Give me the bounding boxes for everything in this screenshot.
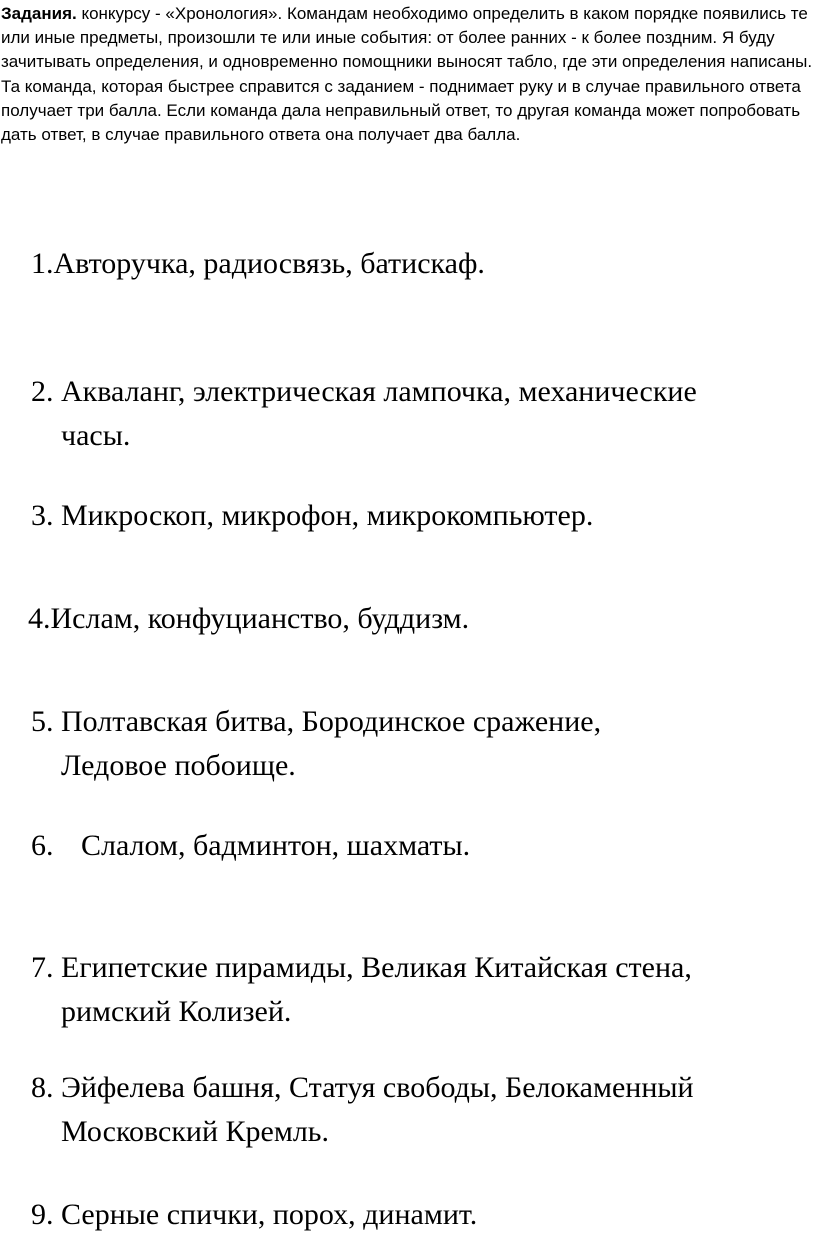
item-text: Ислам, конфуцианство, буддизм. — [50, 602, 470, 635]
item-number: 8. — [31, 1071, 54, 1104]
item-text-continued: Московский Кремль. — [61, 1115, 329, 1148]
item-number: 3. — [31, 499, 54, 532]
item-number: 1. — [31, 247, 54, 280]
intro-lead: Задания. — [1, 4, 77, 23]
item-text: Слалом, бадминтон, шахматы. — [81, 829, 471, 862]
item-number: 2. — [31, 375, 54, 408]
item-text: Египетские пирамиды, Великая Китайская стена, — [61, 951, 692, 984]
list-item-5 — [31, 700, 601, 788]
item-text: Микроскоп, микрофон, микрокомпьютер. — [61, 499, 594, 532]
item-text: Серные спички, порох, динамит. — [61, 1198, 478, 1231]
item-number: 5. — [31, 705, 54, 738]
item-text: Авторучка, радиосвязь, батискаф. — [53, 247, 485, 280]
list-item-7 — [31, 946, 692, 1034]
list-item-1 — [31, 242, 485, 286]
intro-text: конкурсу - «Хронология». Командам необходимо определить в каком порядке появились те или иные предметы, произошли те или иные события: от более ранних - к более поздним. Я буду зачитывать определения, и одновременно помощники выносят табло, где эти определения написаны. Та команда, которая быстрее справится с заданием - поднимает руку и в случае правильного ответа получает три балла. Если команда дала неправильный ответ, то другая команда может попробовать дать ответ, в случае правильного ответа она получает два балла. — [1, 4, 813, 145]
item-text: Эйфелева башня, Статуя свободы, Белокаменный — [61, 1071, 694, 1104]
list-item-6 — [31, 824, 470, 868]
item-number: 9. — [31, 1198, 54, 1231]
item-text-continued: Ледовое побоище. — [61, 749, 296, 782]
item-text-continued: римский Колизей. — [61, 995, 292, 1028]
list-item-3 — [31, 494, 593, 538]
item-text-continued: часы. — [61, 419, 131, 452]
list-item-9 — [31, 1193, 477, 1237]
item-text: Полтавская битва, Бородинское сражение, — [61, 705, 602, 738]
list-item-4 — [28, 597, 469, 641]
item-number: 6. — [31, 829, 54, 862]
item-text: Акваланг, электрическая лампочка, механические — [61, 375, 697, 408]
list-item-8 — [31, 1066, 694, 1154]
list-item-2 — [31, 370, 697, 458]
intro-paragraph — [1, 2, 813, 147]
item-number: 7. — [31, 951, 54, 984]
item-number: 4. — [28, 602, 51, 635]
